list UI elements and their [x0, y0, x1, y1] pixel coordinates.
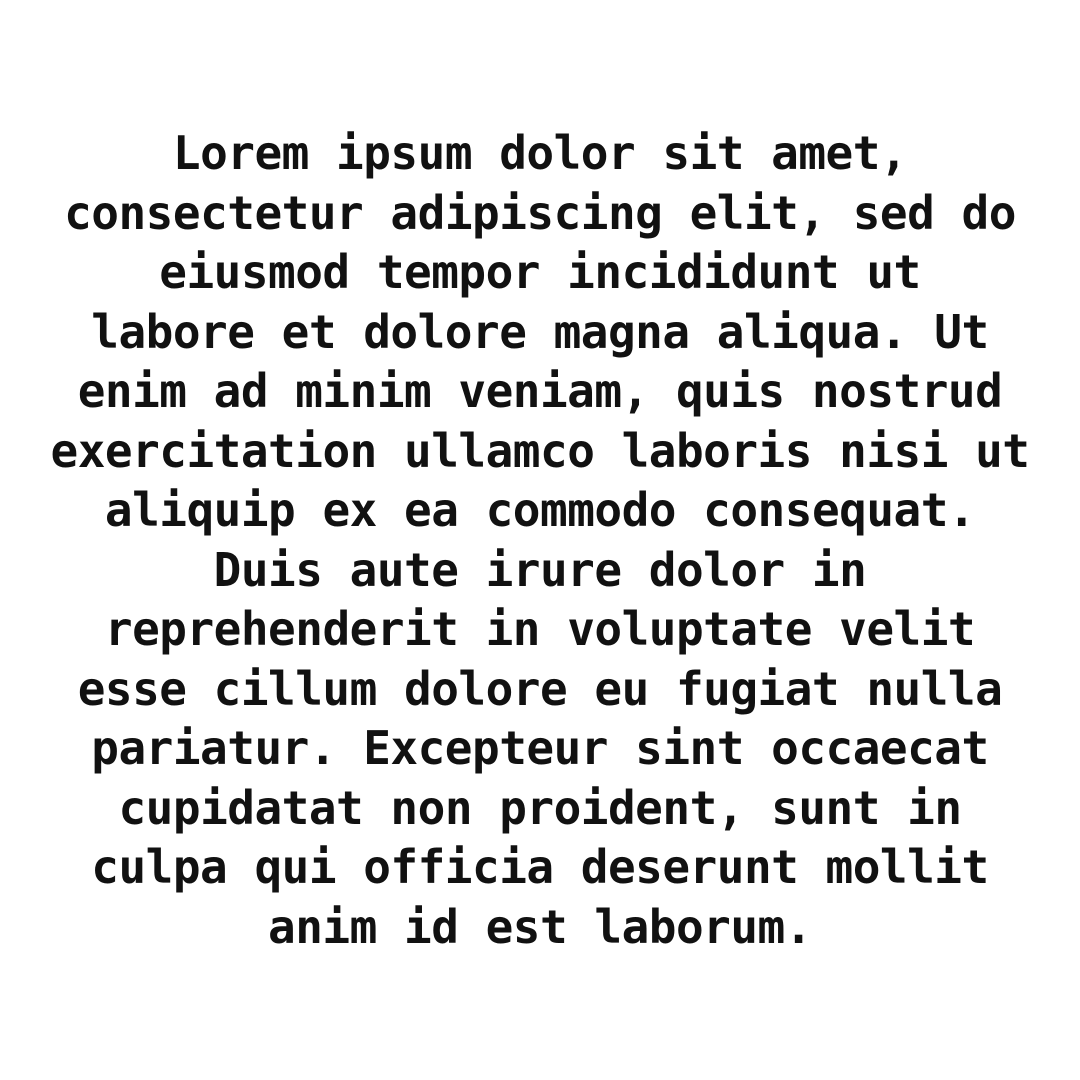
paragraph-line: aliquip ex ea commodo consequat.: [104, 483, 976, 537]
paragraph-line: consectetur adipiscing elit, sed do: [64, 185, 1016, 240]
paragraph-line: esse cillum dolore eu fugiat nulla: [77, 661, 1003, 716]
paragraph-line: pariatur. Excepteur sint occaecat: [91, 721, 989, 775]
paragraph-line: enim ad minim veniam, quis nostrud: [77, 364, 1003, 418]
paragraph-line: labore et dolore magna aliqua. Ut: [91, 304, 989, 359]
paragraph-line: anim id est laborum.: [268, 899, 812, 954]
paragraph-line: Duis aute irure dolor in: [213, 542, 867, 597]
paragraph-line: Lorem ipsum dolor sit amet,: [172, 126, 908, 180]
lorem-ipsum-paragraph: [20, 124, 1060, 957]
paragraph-line: cupidatat non proident, sunt in: [118, 780, 962, 835]
paragraph-line: reprehenderit in voluptate velit: [104, 602, 976, 656]
paragraph-line: exercitation ullamco laboris nisi ut: [50, 423, 1030, 478]
paragraph-line: eiusmod tempor incididunt ut: [159, 245, 921, 299]
paragraph-line: culpa qui officia deserunt mollit: [91, 840, 989, 894]
